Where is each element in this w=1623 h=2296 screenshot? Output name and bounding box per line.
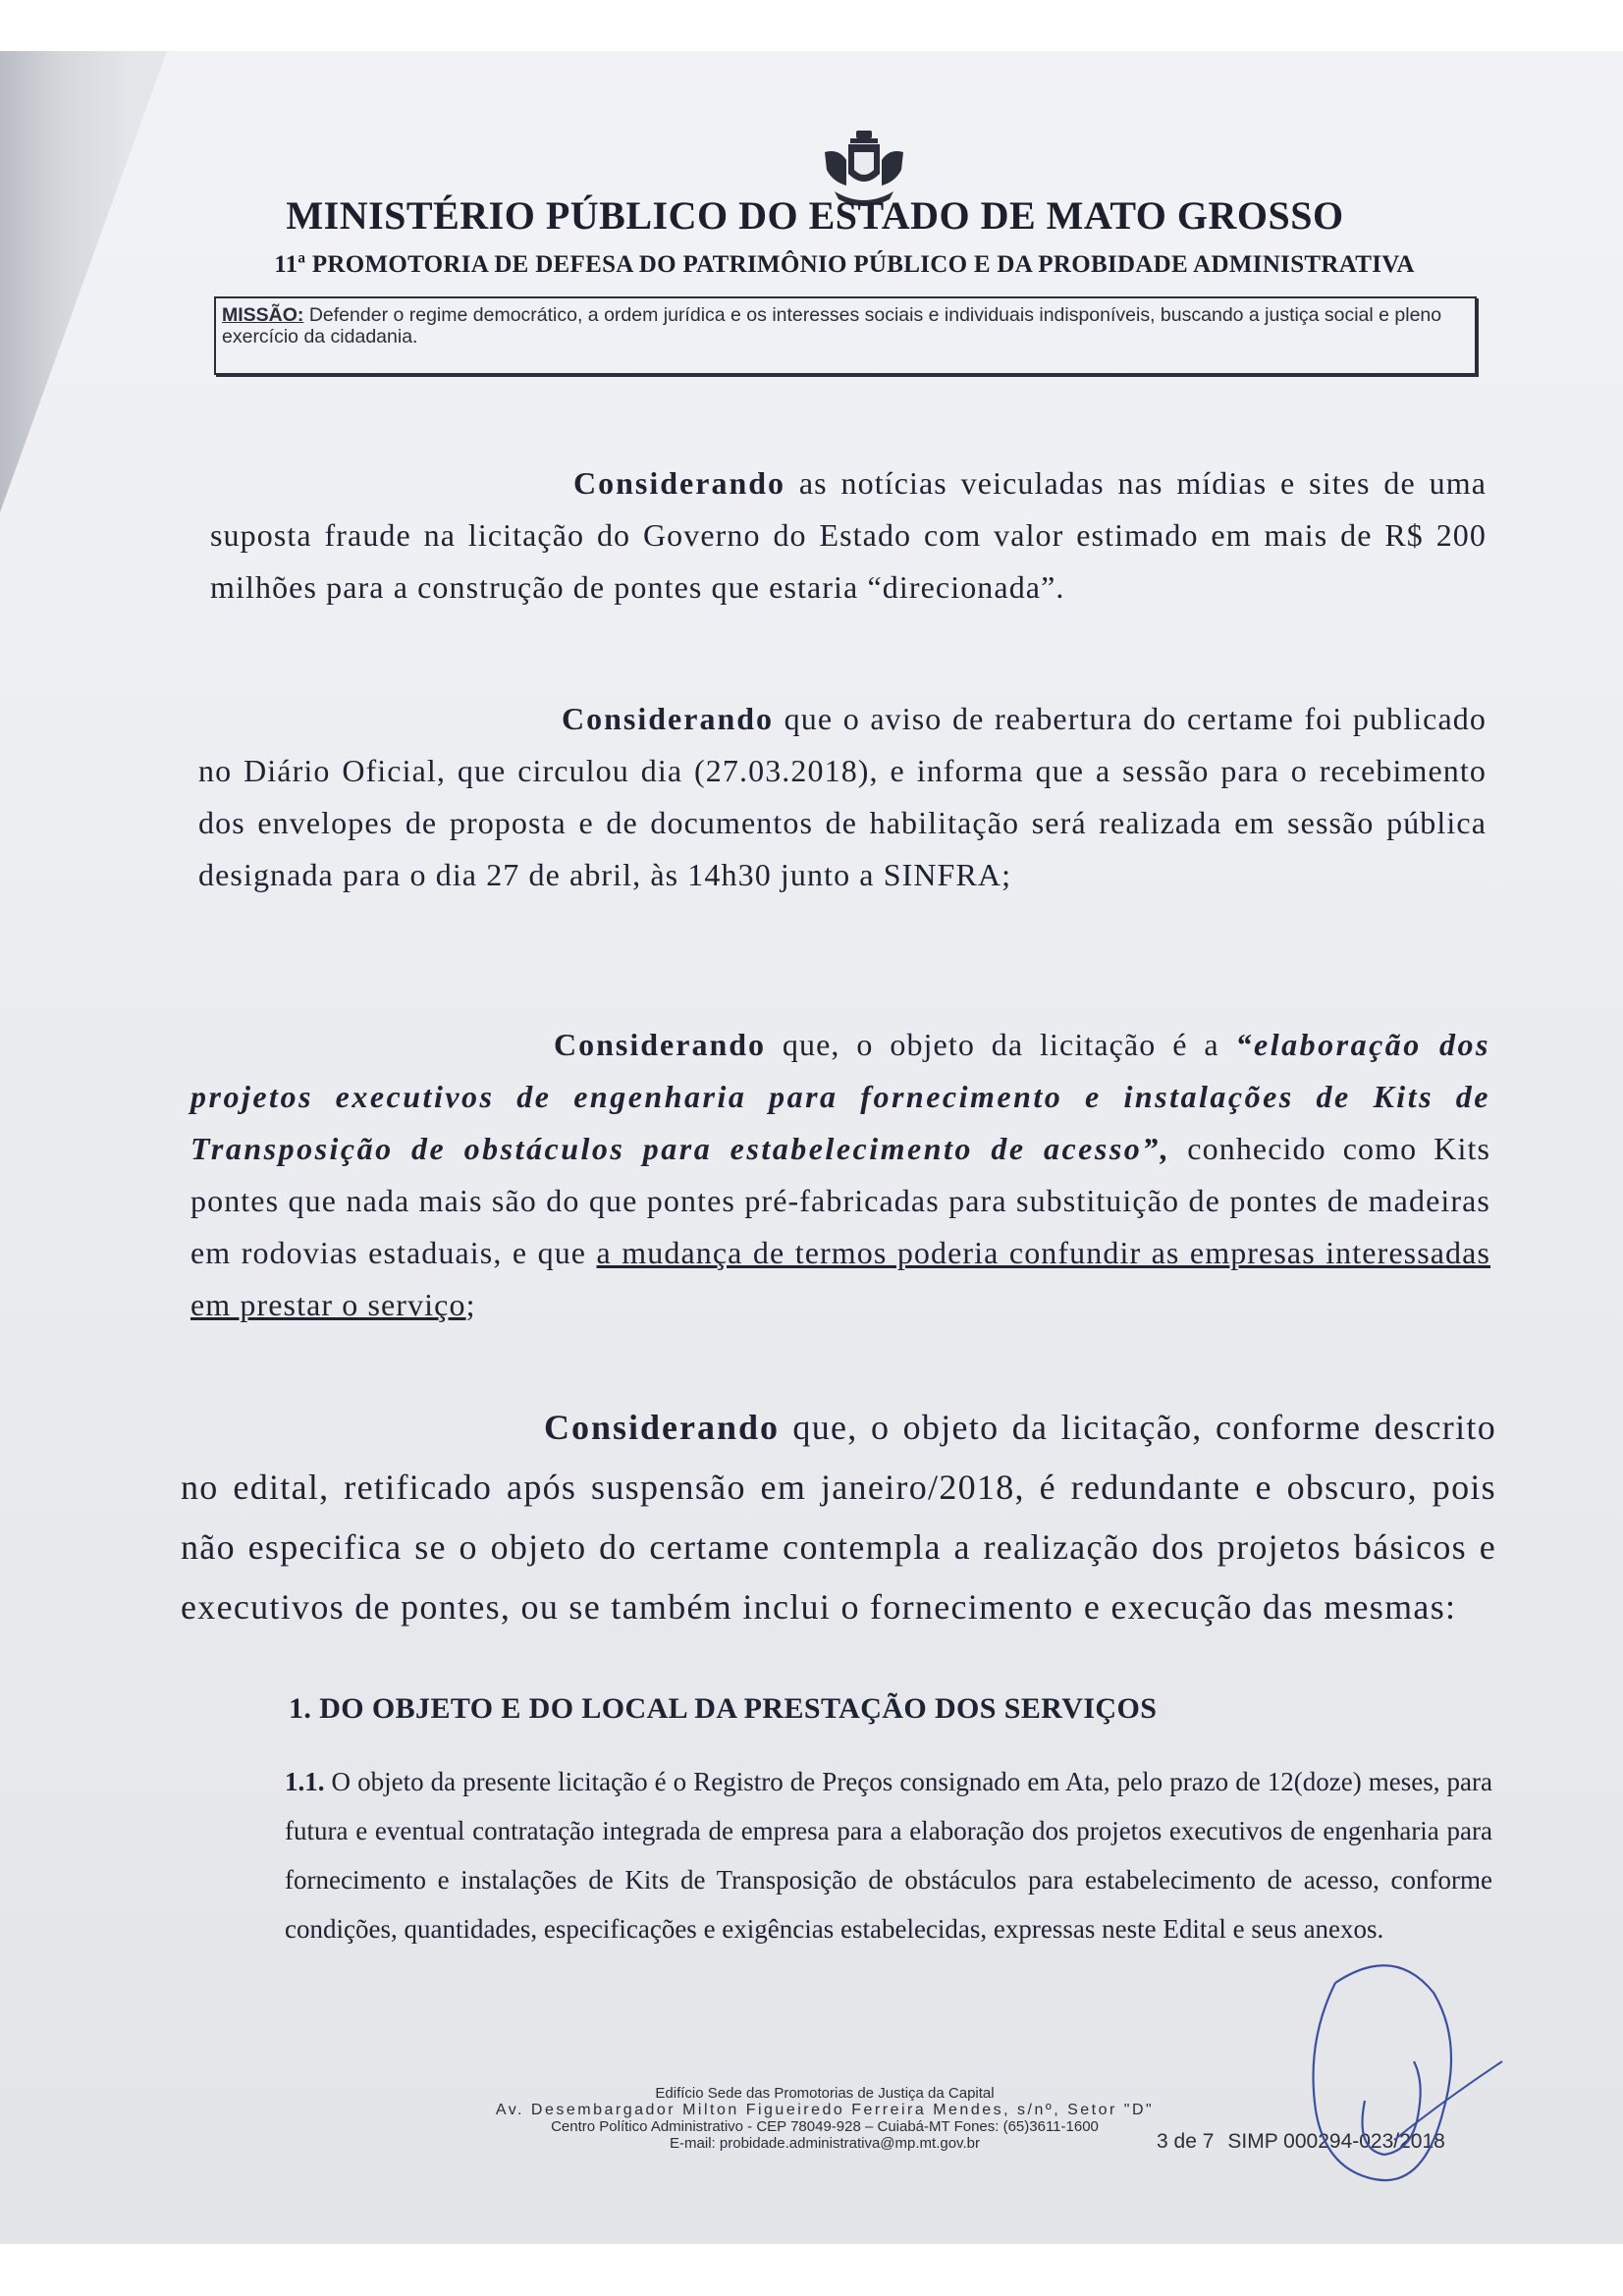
footer-building: Edifício Sede das Promotorias de Justiça da Capital xyxy=(655,2085,995,2102)
considering-lead: Considerando xyxy=(544,1408,781,1447)
considering-lead: Considerando xyxy=(562,701,775,736)
department-subtitle: 11ª PROMOTORIA DE DEFESA DO PATRIMÔNIO PÚBLICO E DA PROBIDADE ADMINISTRATIVA xyxy=(274,251,1415,278)
paragraph-text: as notícias veiculadas nas mídias e sites de uma suposta fraude na licitação do Governo do Estado com valor estimado em mais de R$ 200 milhões para a construção de pontes que estaria “direcionada”. xyxy=(210,465,1487,605)
institution-title: MINISTÉRIO PÚBLICO DO ESTADO DE MATO GROSSO xyxy=(286,193,1344,238)
section-heading: 1. DO OBJETO E DO LOCAL DA PRESTAÇÃO DOS SERVIÇOS xyxy=(289,1692,1158,1725)
paragraph-text: conhecido como Kits pontes que nada mais são do que pontes pré-fabricadas para substituição de pontes de madeiras em rodovias estaduais, e que xyxy=(190,1131,1491,1270)
footer-cep-phone: Centro Político Administrativo - CEP 78049-928 – Cuiabá-MT Fones: (65)3611-1600 xyxy=(551,2118,1099,2135)
mission-statement-box xyxy=(214,296,1477,375)
mission-text: Defender o regime democrático, a ordem jurídica e os interesses sociais e individuais indisponíveis, buscando a justiça social e pleno exercício da cidadania. xyxy=(222,304,1442,347)
considering-paragraph-4 xyxy=(181,1398,1496,1637)
page-footer xyxy=(461,2085,1188,2152)
considering-lead: Considerando xyxy=(554,1027,767,1062)
top-margin xyxy=(0,0,1623,51)
clause-1-1 xyxy=(285,1757,1492,1953)
paragraph-text: que o aviso de reabertura do certame foi publicado no Diário Oficial, que circulou dia (27.03.2018), e informa que a sessão para o recebimento dos envelopes de proposta e de documentos de habilitação será realizada em sessão pública designada para o dia 27 de abril, às 14h30 junto a SINFRA; xyxy=(198,701,1487,892)
clause-text: O objeto da presente licitação é o Registro de Preços consignado em Ata, pelo prazo de 12(doze) meses, para futura e eventual contratação integrada de empresa para a elaboração dos projetos executivos de engenharia para fornecimento e instalações de Kits de Transposição de obstáculos para estabelecimento de acesso, conforme condições, quantidades, especificações e exigências estabelecidas, expressas neste Edital e seus anexos. xyxy=(285,1767,1492,1944)
page-number: 3 de 7 xyxy=(1157,2130,1215,2153)
considering-paragraph-3 xyxy=(190,1019,1490,1331)
considering-lead: Considerando xyxy=(573,465,786,501)
clause-number: 1.1. xyxy=(285,1767,325,1796)
paragraph-text: que, o objeto da licitação, conforme descrito no edital, retificado após suspensão em janeiro/2018, é redundante e obscuro, pois não especifica se o objeto do certame contempla a realização dos projetos básicos e executivos de pontes, ou se também inclui o fornecimento e execução das mesmas: xyxy=(181,1408,1496,1627)
bottom-margin xyxy=(0,2244,1623,2296)
handwritten-signature xyxy=(1276,1953,1532,2209)
footer-email: E-mail: probidade.administrativa@mp.mt.gov.br xyxy=(670,2135,980,2152)
mission-label: MISSÃO: xyxy=(222,304,304,326)
considering-paragraph-1 xyxy=(210,457,1487,614)
paragraph-text: ; xyxy=(465,1287,476,1322)
footer-address: Av. Desembargador Milton Figueiredo Ferreira Mendes, s/nº, Setor "D" xyxy=(495,2102,1155,2118)
paragraph-text: que, o objeto da licitação é a xyxy=(766,1027,1236,1062)
simp-reference: SIMP 000294-023/2018 xyxy=(1227,2130,1445,2153)
considering-paragraph-2 xyxy=(198,693,1487,901)
underlined-remark: a mudança de termos poderia confundir as empresas interessadas em prestar o serviço xyxy=(190,1235,1491,1322)
tender-object-quote: “elaboração dos projetos executivos de engenharia para fornecimento e instalações de Kits de Transposição de obstáculos para estabelecimento de acesso”, xyxy=(190,1027,1490,1166)
